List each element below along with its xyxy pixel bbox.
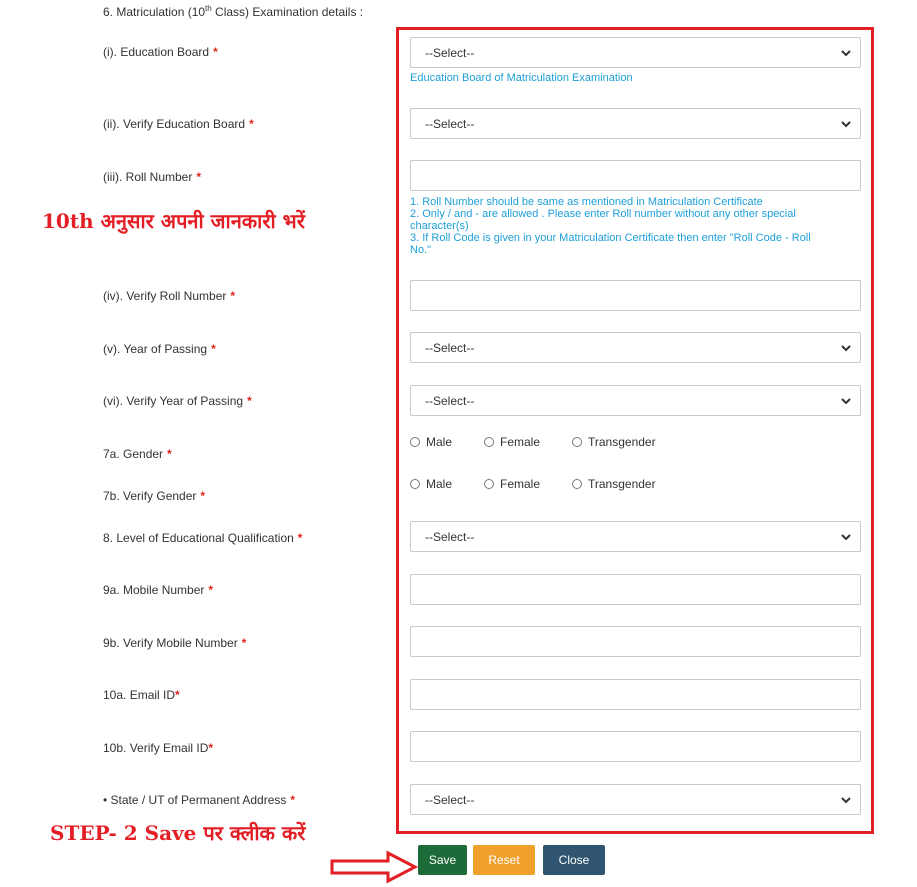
close-button[interactable]: Close — [543, 845, 605, 875]
required-mark: * — [208, 583, 214, 597]
required-mark: * — [175, 688, 180, 702]
education-level-select[interactable]: --Select-- — [410, 521, 861, 552]
year-of-passing-select[interactable]: --Select-- — [410, 332, 861, 363]
roll-number-label: (iii). Roll Number * — [103, 170, 202, 184]
verify-year-of-passing-select[interactable]: --Select-- — [410, 385, 861, 416]
gender-male-radio[interactable]: Male — [410, 435, 452, 449]
required-mark: * — [249, 117, 254, 131]
arrow-right-icon — [330, 850, 418, 884]
required-mark: * — [247, 394, 252, 408]
gender-label: 7a. Gender * — [103, 447, 172, 461]
required-mark: * — [290, 793, 296, 807]
required-mark: * — [230, 289, 236, 303]
verify-gender-male-radio[interactable]: Male — [410, 477, 452, 491]
verify-roll-number-label: (iv). Verify Roll Number * — [103, 289, 236, 303]
roll-help-line: 1. Roll Number should be same as mentioned in Matriculation Certificate — [410, 196, 763, 208]
required-mark: * — [213, 45, 218, 59]
verify-gender-female-radio[interactable]: Female — [484, 477, 540, 491]
verify-mobile-number-label: 9b. Verify Mobile Number * — [103, 636, 247, 650]
state-label: • State / UT of Permanent Address * — [103, 793, 296, 807]
email-label: 10a. Email ID* — [103, 688, 180, 702]
education-board-label: (i). Education Board * — [103, 45, 218, 59]
verify-year-of-passing-label: (vi). Verify Year of Passing * — [103, 394, 252, 408]
verify-education-board-label: (ii). Verify Education Board * — [103, 117, 254, 131]
required-mark: * — [200, 489, 206, 503]
state-select[interactable]: --Select-- — [410, 784, 861, 815]
roll-help-line: 3. If Roll Code is given in your Matriculation Certificate then enter "Roll Code - Roll No." — [410, 232, 811, 256]
education-board-help: Education Board of Matriculation Examination — [410, 72, 633, 84]
verify-gender-label: 7b. Verify Gender * — [103, 489, 206, 503]
required-mark: * — [211, 342, 216, 356]
education-board-select[interactable]: --Select-- — [410, 37, 861, 68]
section-title: 6. Matriculation (10th Class) Examination details : — [103, 4, 364, 19]
roll-help-line: 2. Only / and - are allowed . Please enter Roll number without any other special character(s) — [410, 208, 796, 232]
education-level-label: 8. Level of Educational Qualification * — [103, 531, 303, 545]
gender-female-radio[interactable]: Female — [484, 435, 540, 449]
required-mark: * — [196, 170, 202, 184]
annotation-fill-details: 10th अनुसार अपनी जानकारी भरें — [42, 209, 305, 233]
gender-transgender-radio[interactable]: Transgender — [572, 435, 656, 449]
reset-button[interactable]: Reset — [473, 845, 535, 875]
mobile-number-label: 9a. Mobile Number * — [103, 583, 214, 597]
required-mark: * — [208, 741, 214, 755]
save-button[interactable]: Save — [418, 845, 467, 875]
required-mark: * — [167, 447, 172, 461]
required-mark: * — [241, 636, 247, 650]
year-of-passing-label: (v). Year of Passing * — [103, 342, 216, 356]
annotation-step2: STEP- 2 Save पर क्लीक करें — [50, 821, 306, 845]
verify-education-board-select[interactable]: --Select-- — [410, 108, 861, 139]
annotation-highlight-box — [396, 27, 874, 834]
verify-email-label: 10b. Verify Email ID* — [103, 741, 214, 755]
required-mark: * — [297, 531, 303, 545]
verify-gender-transgender-radio[interactable]: Transgender — [572, 477, 656, 491]
